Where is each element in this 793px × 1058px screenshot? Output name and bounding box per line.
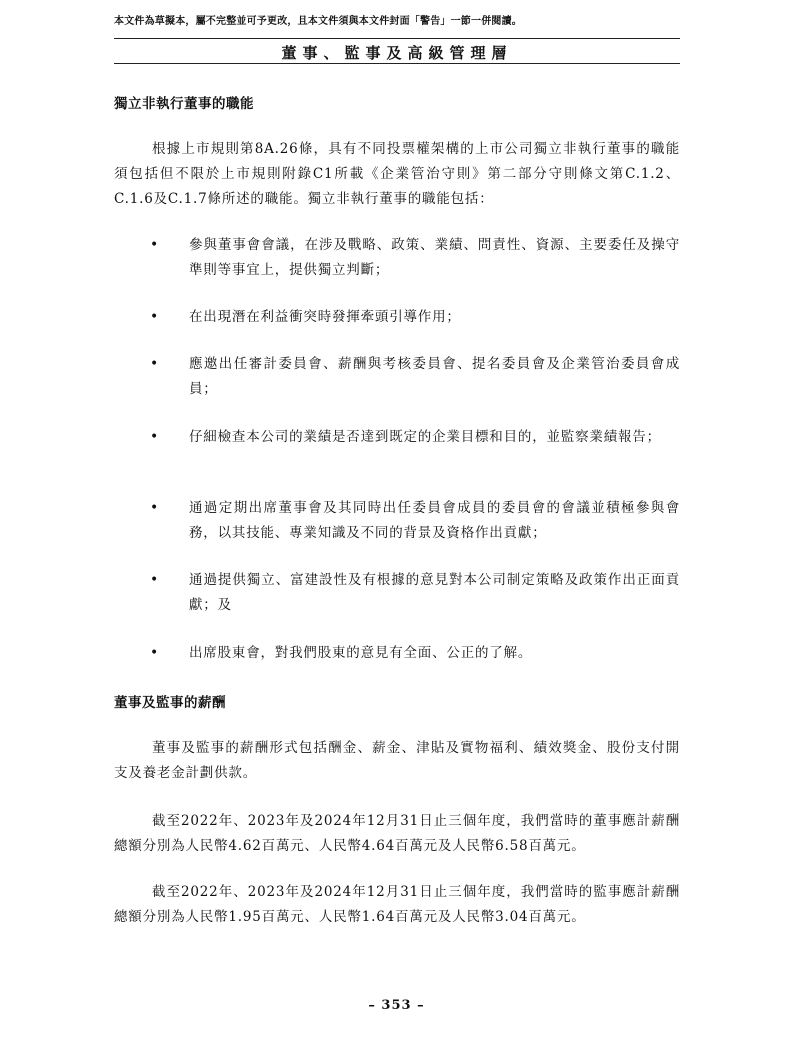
page-number: – 353 – bbox=[368, 998, 425, 1013]
list-item bbox=[114, 496, 680, 546]
list-item bbox=[114, 305, 680, 330]
list-item-text: 通過提供獨立、富建設性及有根據的意見對本公司制定策略及政策作出正面貢獻；及 bbox=[189, 572, 680, 613]
supervisor-remuneration-paragraph: 截至2022年、2023年及2024年12月31日止三個年度，我們當時的監事應計薪酬總額分別為人民幣1.95百萬元、人民幣1.64百萬元及人民幣3.04百萬元。 bbox=[114, 884, 680, 925]
list-item bbox=[114, 352, 680, 402]
list-item bbox=[114, 425, 680, 450]
list-item-text: 參與董事會會議，在涉及戰略、政策、業績、問責性、資源、主要委任及操守準則等事宜上，提供獨立判斷； bbox=[189, 237, 680, 278]
list-item-text: 仔細檢查本公司的業績是否達到既定的企業目標和目的，並監察業績報告； bbox=[189, 429, 661, 445]
list-item-text: 出席股東會，對我們股東的意見有全面、公正的了解。 bbox=[189, 645, 533, 661]
bullet-icon: • bbox=[150, 500, 159, 516]
list-item bbox=[114, 568, 680, 618]
section-heading-remuneration: 董事及監事的薪酬 bbox=[114, 695, 226, 711]
bullet-icon: • bbox=[150, 429, 159, 445]
bullet-icon: • bbox=[150, 237, 159, 253]
chapter-title: 董事、監事及高級管理層 bbox=[281, 44, 513, 62]
list-item-text: 通過定期出席董事會及其同時出任委員會成員的委員會的會議並積極參與會務，以其技能、專業知識及不同的背景及資格作出貢獻； bbox=[189, 500, 680, 541]
bullet-icon: • bbox=[150, 356, 159, 372]
intro-paragraph: 根據上市規則第8A.26條，具有不同投票權架構的上市公司獨立非執行董事的職能須包括但不限於上市規則附錄C1所載《企業管治守則》第二部分守則條文第C.1.2、C.1.6及C.1.7條所述的職能。獨立非執行董事的職能包括： bbox=[114, 141, 680, 207]
list-item bbox=[114, 233, 680, 283]
bullet-icon: • bbox=[150, 309, 159, 325]
draft-notice: 本文件為草擬本，屬不完整並可予更改，且本文件須與本文件封面「警告」一節一併閱讀。 bbox=[114, 16, 522, 27]
director-remuneration-paragraph: 截至2022年、2023年及2024年12月31日止三個年度，我們當時的董事應計薪酬總額分別為人民幣4.62百萬元、人民幣4.64百萬元及人民幣6.58百萬元。 bbox=[114, 813, 680, 854]
header-rule-bottom bbox=[114, 63, 680, 64]
section-heading-ined-functions: 獨立非執行董事的職能 bbox=[114, 96, 254, 112]
bullet-icon: • bbox=[150, 572, 159, 588]
remuneration-paragraph: 董事及監事的薪酬形式包括酬金、薪金、津貼及實物福利、績效獎金、股份支付開支及養老金計劃供款。 bbox=[114, 740, 680, 781]
list-item bbox=[114, 641, 680, 666]
list-item-text: 在出現潛在利益衝突時發揮牽頭引導作用； bbox=[189, 309, 461, 325]
bullet-icon: • bbox=[150, 645, 159, 661]
list-item-text: 應邀出任審計委員會、薪酬與考核委員會、提名委員會及企業管治委員會成員； bbox=[189, 356, 680, 397]
header-rule-top bbox=[114, 38, 680, 39]
